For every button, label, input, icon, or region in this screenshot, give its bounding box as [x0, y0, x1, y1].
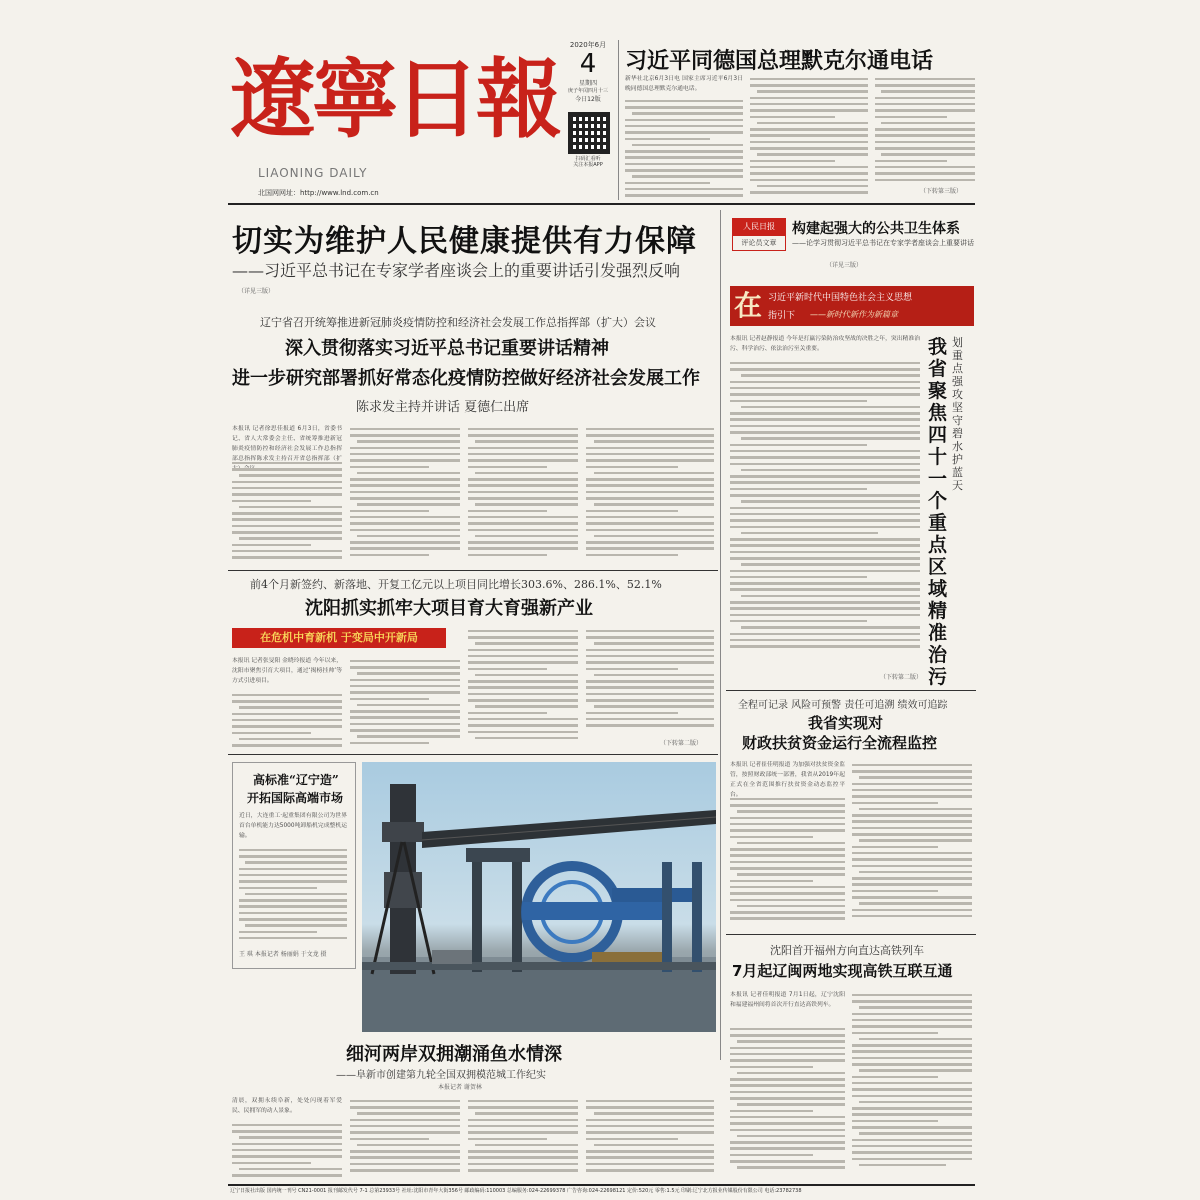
lead-headline[interactable]: 习近平同德国总理默克尔通电话 [625, 49, 934, 74]
sidebar-lede: 近日，大连重工·起重集团有限公司为世界首台单机能力达5000吨卸船机完成整机运输。 [239, 813, 347, 839]
date-weekday: 星期四 [578, 80, 597, 87]
commentary-see: （详见三版） [826, 262, 863, 269]
masthead-char: 遼 [230, 49, 316, 150]
commentary-badge [732, 218, 786, 251]
story1-headline[interactable]: 切实为维护人民健康提供有力保障 [232, 224, 697, 259]
story2-lede: 本报讯 记者徐思佳报道 6月3日，省委书记、省人大常委会主任、省统筹推进新冠肺炎疫情防控和经济社会发展工作总指挥部总指挥陈求发主持召开省总指挥部（扩 [232, 426, 342, 462]
story6-subhead: ——阜新市创建第九轮全国双拥模范城工作纪实 [336, 1070, 546, 1081]
story5-headline-1[interactable]: 我省实现对 [808, 714, 884, 732]
banner-line1: 习近平新时代中国特色社会主义思想 [768, 293, 913, 303]
story4-continued: （下转第二版） [660, 740, 703, 747]
story7-kicker: 沈阳首开福州方向直达高铁列车 [770, 944, 924, 957]
series-banner [730, 286, 974, 326]
sidebar-box [232, 762, 356, 969]
story6-byline: 本报记者 谢贺林 [438, 1084, 482, 1091]
qr-caption: 扫码汇看听 关注本报APP [573, 156, 603, 168]
story5-lede: 本报讯 记者崔佳明报道 为加强对扶贫资金监管，按照财政部统一部署，我省从2019年起正式在全省范围推行扶贫资金动态监控平台。 [730, 762, 845, 798]
story6-headline[interactable]: 细河两岸双拥潮涌鱼水情深 [346, 1044, 562, 1065]
story2-byline: 陈求发主持并讲话 夏德仁出席 [356, 400, 530, 415]
banner-character: 在 [734, 289, 763, 322]
story2-kicker: 辽宁省召开统筹推进新冠肺炎疫情防控和经济社会发展工作总指挥部（扩大）会议 [260, 316, 656, 329]
story3-kicker: 划重点强攻坚 守碧水护蓝天 [952, 336, 963, 492]
commentary-headline[interactable]: 构建起强大的公共卫生体系 [792, 221, 960, 237]
story7-lede: 本报讯 记者佳明报道 7月1日起，辽宁沈阳和福建福州间将首次开行直达高铁列车。 [730, 992, 845, 1008]
story4-headline[interactable]: 沈阳抓实抓牢大项目育大育强新产业 [305, 598, 593, 619]
banner-line3: ——新时代新作为新篇章 [810, 310, 898, 319]
website[interactable]: 北国网网址：http://www.lnd.com.cn [258, 189, 379, 197]
date-month: 2020年6月 [569, 41, 607, 49]
date-block [562, 40, 614, 110]
masthead-char: 寧 [312, 49, 398, 150]
sidebar-headline-2[interactable]: 开拓国际高端市场 [247, 791, 344, 805]
story3-lede: 本报讯 记者赵静报道 今年是打赢污染防治攻坚战的决胜之年，突出精准治污、科学治污、依法治污至关重要。 [730, 336, 920, 352]
sidebar-caption: 王 琪 本报记者 杨丽娟 于文龙 摄 [239, 951, 327, 958]
story3-continued: （下转第二版） [880, 674, 923, 681]
masthead-char: 日 [394, 49, 480, 150]
commentary-badge-bottom: 评论员文章 [732, 235, 786, 251]
story1-see: （详见三版） [238, 288, 275, 295]
story7-headline[interactable]: 7月起辽闽两地实现高铁互联互通 [732, 962, 953, 980]
page-count: 今日12版 [575, 96, 601, 103]
commentary-badge-top: 人民日报 [732, 218, 786, 235]
story4-label: 在危机中育新机 于变局中开新局 [232, 628, 446, 648]
story3-headline[interactable]: 我省聚焦四十一个重点区域精准治污 [928, 336, 948, 688]
date-lunar: 庚子年闰四月十三 [567, 88, 608, 94]
commentary-subhead: ——论学习贯彻习近平总书记在专家学者座谈会上重要讲话 [792, 239, 974, 247]
crane-illustration [362, 762, 716, 1032]
imprint-footer: 辽宁日报社出版 国内统一刊号 CN21-0001 报刊邮发代号 7-1 总第23933号 社址:沈阳市青年大街356号 邮政编码:110003 总编服务:024-22699378 广告咨询:024-22698121 定价:520元 零售:1.5元 印刷:辽宁北方报业传媒股份有限公司 电话:23782738 [230, 1188, 802, 1194]
qr-code[interactable] [568, 112, 610, 154]
lead-dateline: 新华社北京6月3日电 国家主席习近平6月3日晚同德国总理默克尔通电话。 [625, 76, 743, 92]
banner-line2: 指引下 [768, 311, 796, 321]
story2-headline-1[interactable]: 深入贯彻落实习近平总书记重要讲话精神 [285, 338, 609, 359]
sidebar-headline-1[interactable]: 高标准“辽宁造” [253, 773, 339, 787]
masthead-english: LIAONING DAILY [258, 166, 368, 180]
story4-lede: 本报讯 记者张旻阳 金晓玲报道 今年以来，沈阳市聚焦引育大项目，通过‘揭榜挂帅’等方式引进项目。 [232, 658, 342, 684]
port-crane-photo[interactable] [362, 762, 716, 1032]
story6-lede: 清晨，双拥永续阜新，处处闪现着军爱民、民拥军的动人景象。 [232, 1098, 342, 1114]
masthead-char: 報 [476, 49, 562, 150]
story5-headline-2[interactable]: 财政扶贫资金运行全流程监控 [742, 734, 938, 752]
story4-kicker: 前4个月新签约、新落地、开复工亿元以上项目同比增长303.6%、286.1%、52.1% [250, 578, 662, 591]
story2-headline-2[interactable]: 进一步研究部署抓好常态化疫情防控做好经济社会发展工作 [232, 368, 700, 389]
story1-subhead: ——习近平总书记在专家学者座谈会上的重要讲话引发强烈反响 [232, 261, 681, 280]
lead-continued: （下转第三版） [920, 188, 963, 195]
story5-kicker: 全程可记录 风险可预警 责任可追溯 绩效可追踪 [738, 700, 948, 711]
date-day: 4 [579, 49, 597, 79]
